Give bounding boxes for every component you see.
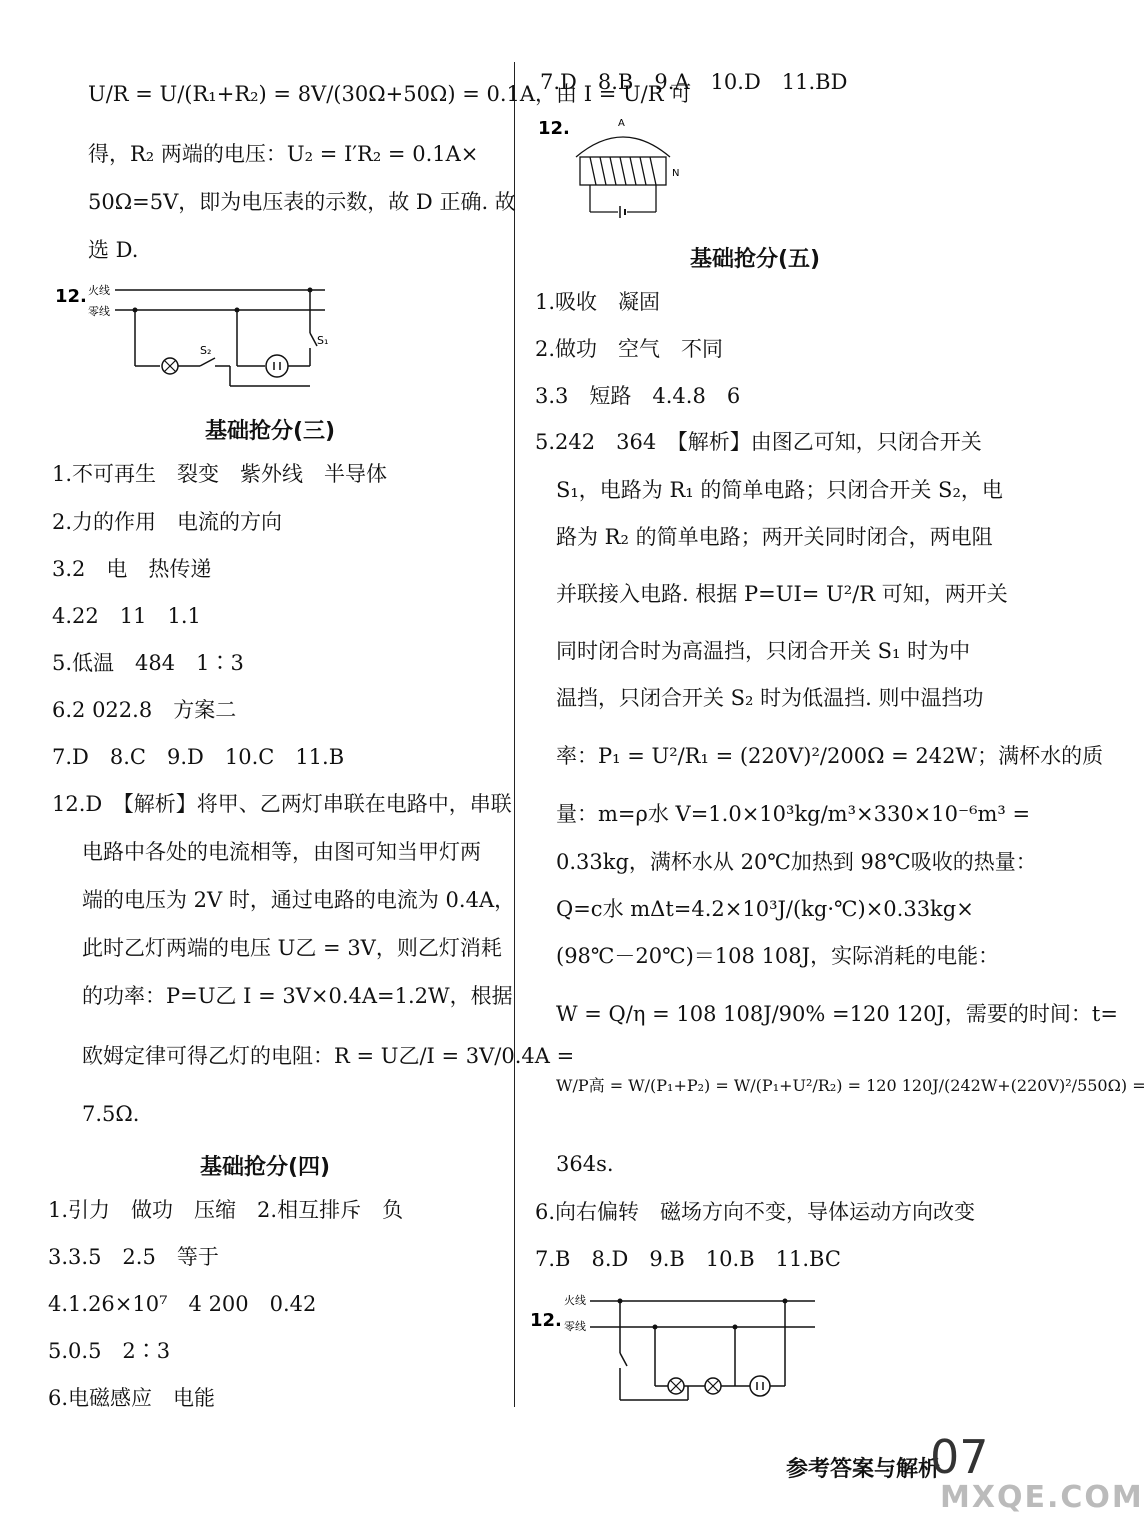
answer-line: 1.吸收 凝固 — [535, 290, 661, 314]
answer-line: 364s. — [556, 1152, 614, 1176]
live-wire-label: 火线 — [88, 284, 110, 297]
circuit2-number: 12. — [530, 1310, 562, 1331]
answer-line: 6.向右偏转 磁场方向不变，导体运动方向改变 — [535, 1200, 976, 1224]
answer-line: 3.3.5 2.5 等于 — [48, 1245, 219, 1269]
answer-line: 同时闭合时为高温挡，只闭合开关 S₁ 时为中 — [556, 639, 971, 663]
switch-s2-icon — [200, 358, 215, 366]
section-title-3: 基础抢分(三) — [205, 419, 336, 444]
coil-label-n: N — [672, 168, 680, 179]
answer-line: 7.D 8.B 9.A 10.D 11.BD — [540, 70, 848, 94]
answer-line: 温挡，只闭合开关 S₂ 时为低温挡. 则中温挡功 — [556, 686, 984, 710]
answer-line: 5.低温 484 1∶3 — [52, 651, 244, 675]
answer-line: 4.1.26×10⁷ 4 200 0.42 — [48, 1292, 317, 1316]
answer-line: 电路中各处的电流相等，由图可知当甲灯两 — [82, 840, 481, 864]
switch-s1-label: S₁ — [317, 334, 329, 347]
answer-line: 2.力的作用 电流的方向 — [52, 510, 283, 534]
left-text-line: 选 D. — [88, 238, 139, 262]
answer-line: W/P高 = W/(P₁+P₂) = W/(P₁+U²/R₂) = 120 120J/(242W+(220V)²/550Ω) = — [556, 1076, 1146, 1095]
answer-line: 6.电磁感应 电能 — [48, 1386, 216, 1410]
answer-line: 7.D 8.C 9.D 10.C 11.B — [52, 745, 345, 769]
column-divider — [514, 62, 515, 1407]
answer-line: 3.3 短路 4.4.8 6 — [535, 384, 741, 408]
socket-icon — [266, 355, 288, 377]
answer-line: 5.0.5 2∶3 — [48, 1339, 171, 1363]
answer-line: 6.2 022.8 方案二 — [52, 698, 237, 722]
answer-line: Q=c水 mΔt=4.2×10³J/(kg·℃)×0.33kg× — [556, 897, 974, 921]
answer-line: S₁，电路为 R₁ 的简单电路；只闭合开关 S₂，电 — [556, 478, 1003, 502]
left-text-line: 50Ω=5V，即为电压表的示数，故 D 正确. 故 — [88, 190, 516, 214]
answer-line: 4.22 11 1.1 — [52, 604, 201, 628]
answer-line: 0.33kg，满杯水从 20℃加热到 98℃吸收的热量： — [556, 850, 1037, 874]
answer-line: 欧姆定律可得乙灯的电阻：R = U乙/I = 3V/0.4A = — [82, 1044, 575, 1068]
section-title-5: 基础抢分(五) — [690, 247, 821, 272]
switch-icon — [620, 1353, 627, 1366]
solenoid-diagram — [538, 112, 698, 222]
answer-line: 7.B 8.D 9.B 10.B 11.BC — [535, 1247, 841, 1271]
switch-s2-label: S₂ — [200, 344, 212, 357]
answer-line: 此时乙灯两端的电压 U乙 = 3V，则乙灯消耗 — [82, 936, 502, 960]
neutral-wire-label: 零线 — [88, 305, 110, 318]
neutral-wire-label: 零线 — [564, 1320, 586, 1333]
household-circuit-diagram-1 — [55, 278, 345, 393]
answer-line: (98℃－20℃)＝108 108J，实际消耗的电能： — [556, 944, 1000, 968]
switch-s1-icon — [310, 333, 317, 346]
answer-line: 7.5Ω. — [82, 1102, 140, 1126]
answer-line: 12.D 【解析】将甲、乙两灯串联在电路中，串联 — [52, 792, 512, 816]
coil-number: 12. — [538, 118, 570, 139]
section-title-4: 基础抢分(四) — [200, 1155, 331, 1180]
page-number: 07 — [930, 1430, 989, 1484]
answer-line: 量：m=ρ水 V=1.0×10³kg/m³×330×10⁻⁶m³ = — [556, 802, 1031, 826]
footer-label: 参考答案与解析 — [786, 1457, 941, 1482]
watermark: MXQE.COM — [940, 1480, 1144, 1515]
left-text-line: 得，R₂ 两端的电压：U₂ = I′R₂ = 0.1A× — [88, 142, 479, 166]
household-circuit-diagram-2 — [530, 1288, 830, 1408]
answer-line: 路为 R₂ 的简单电路；两开关同时闭合，两电阻 — [556, 525, 993, 549]
coil-label-a: A — [618, 118, 625, 129]
answer-line: 3.2 电 热传递 — [52, 557, 212, 581]
answer-line: 并联接入电路. 根据 P=UI= U²/R 可知，两开关 — [556, 582, 1008, 606]
answer-line: W = Q/η = 108 108J/90% =120 120J，需要的时间：t= — [556, 1002, 1118, 1026]
live-wire-label: 火线 — [564, 1294, 586, 1307]
answer-line: 1.不可再生 裂变 紫外线 半导体 — [52, 462, 388, 486]
socket-icon — [750, 1376, 770, 1396]
left-text-line: U/R = U/(R₁+R₂) = 8V/(30Ω+50Ω) = 0.1A，由 I = U/R 可 — [88, 82, 692, 106]
answer-line: 2.做功 空气 不同 — [535, 337, 724, 361]
answer-line: 率：P₁ = U²/R₁ = (220V)²/200Ω = 242W；满杯水的质 — [556, 744, 1104, 768]
circuit1-number: 12. — [55, 286, 87, 307]
answer-line: 端的电压为 2V 时，通过电路的电流为 0.4A， — [82, 888, 516, 912]
answer-line: 的功率：P=U乙 I = 3V×0.4A=1.2W，根据 — [82, 984, 513, 1008]
answer-line: 5.242 364 【解析】由图乙可知，只闭合开关 — [535, 430, 982, 454]
answer-line: 1.引力 做功 压缩 2.相互排斥 负 — [48, 1198, 404, 1222]
